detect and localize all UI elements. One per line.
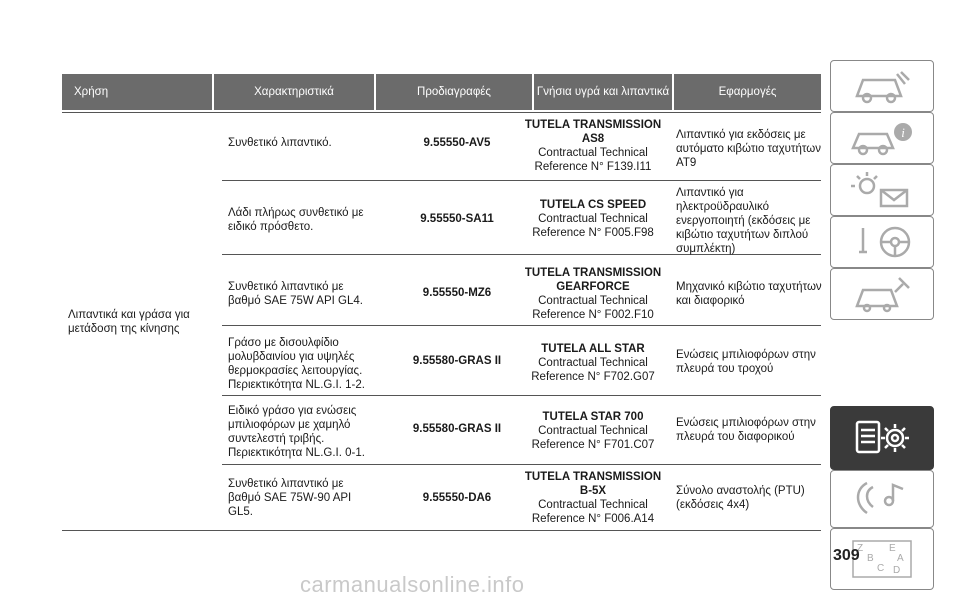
characteristic-cell: Συνθετικό λιπαντικό. — [228, 137, 332, 149]
characteristic-cell: Λάδι πλήρως συνθετικό με ειδικό πρόσθετο. — [228, 207, 364, 233]
tab-warning-lights[interactable] — [830, 164, 934, 216]
reference-line1: Contractual Technical — [538, 499, 648, 511]
header-applications: Εφαρμογές — [674, 74, 821, 110]
svg-text:Z: Z — [857, 543, 864, 554]
table-top-rule — [62, 112, 821, 113]
application-cell: Λιπαντικό για εκδόσεις με αυτόματο κιβώτιο ταχυτήτων AT9 — [676, 129, 821, 169]
warning-lights-icon — [847, 170, 917, 210]
application-cell: Σύνολο αναστολής (PTU) (εκδόσεις 4x4) — [676, 485, 805, 511]
product-name: TUTELA TRANSMISSION B-5X — [524, 471, 662, 497]
watermark-footer: carmanualsonline.info — [300, 572, 525, 597]
svg-text:E: E — [889, 543, 896, 554]
reference-line2: Reference N° F701.C07 — [531, 439, 655, 451]
reference-cell — [518, 198, 668, 240]
header-usage: Χρήση — [62, 74, 214, 110]
tab-car-info[interactable] — [830, 112, 934, 164]
svg-text:A: A — [897, 553, 904, 564]
usage-cell: Λιπαντικά και γράσα για μετάδοση της κίνησης — [68, 309, 190, 335]
characteristic-cell: Συνθετικό λιπαντικό με βαθμό SAE 75W-90 API GL5. — [228, 478, 352, 518]
application-cell: Μηχανικό κιβώτιο ταχυτήτων και διαφορικό — [676, 281, 822, 307]
tab-multimedia[interactable] — [830, 470, 934, 528]
car-tools-icon — [847, 274, 917, 314]
reference-line1: Contractual Technical — [538, 295, 648, 307]
reference-cell — [518, 410, 668, 452]
application-cell: Ενώσεις μπιλιοφόρων στην πλευρά του διαφορικού — [676, 417, 816, 443]
spec-cell: 9.55550-MZ6 — [422, 287, 492, 299]
steering-safety-icon — [847, 222, 917, 262]
tab-steering-safety[interactable] — [830, 216, 934, 268]
spec-cell: 9.55550-AV5 — [423, 137, 491, 149]
characteristic-cell: Ειδικό γράσο για ενώσεις μπιλιοφόρων με χαμηλό συντελεστή τριβής. Περιεκτικότητα NL.G.I. 0-1. — [228, 405, 365, 459]
reference-line2: Reference N° F006.A14 — [531, 513, 655, 525]
spec-cell: 9.55550-SA11 — [420, 213, 494, 225]
row-divider — [222, 180, 821, 181]
tab-specifications[interactable] — [830, 406, 934, 470]
page-number: 309 — [833, 547, 860, 564]
reference-line2: Reference N° F702.G07 — [531, 371, 655, 383]
specs-gear-icon — [847, 418, 917, 458]
svg-text:i: i — [901, 125, 905, 140]
reference-cell — [518, 342, 668, 384]
reference-line1: Contractual Technical — [538, 213, 648, 225]
reference-line1: Contractual Technical — [538, 357, 648, 369]
header-genuine-fluids: Γνήσια υγρά και λιπαντικά — [534, 74, 674, 110]
reference-cell — [518, 470, 668, 526]
table-header — [62, 74, 821, 110]
characteristic-cell: Συνθετικό λιπαντικό με βαθμό SAE 75W API GL4. — [228, 281, 363, 307]
tab-car-tools[interactable] — [830, 268, 934, 320]
spec-cell: 9.55580-GRAS II — [412, 355, 502, 367]
multimedia-icon — [847, 479, 917, 519]
reference-line1: Contractual Technical — [538, 147, 648, 159]
spec-cell: 9.55550-DA6 — [422, 492, 492, 504]
row-divider — [222, 325, 821, 326]
product-name: TUTELA STAR 700 — [542, 411, 644, 423]
reference-cell — [518, 118, 668, 174]
reference-cell — [518, 266, 668, 322]
header-specifications: Προδιαγραφές — [376, 74, 534, 110]
tab-dashboard[interactable] — [830, 60, 934, 112]
product-name: TUTELA CS SPEED — [539, 199, 647, 211]
svg-text:B: B — [867, 553, 874, 564]
table-bottom-rule — [62, 530, 821, 531]
product-name: TUTELA TRANSMISSION AS8 — [524, 119, 662, 145]
spec-cell: 9.55580-GRAS II — [412, 423, 502, 435]
product-name: TUTELA TRANSMISSION GEARFORCE — [524, 267, 662, 293]
svg-text:D: D — [893, 565, 901, 576]
header-characteristics: Χαρακτηριστικά — [214, 74, 376, 110]
reference-line1: Contractual Technical — [538, 425, 648, 437]
reference-line2: Reference N° F139.I11 — [534, 161, 652, 173]
row-divider — [222, 464, 821, 465]
car-info-icon — [847, 118, 917, 158]
row-divider — [222, 395, 821, 396]
application-cell: Ενώσεις μπιλιοφόρων στην πλευρά του τροχού — [676, 349, 816, 375]
product-name: TUTELA ALL STAR — [541, 343, 645, 355]
characteristic-cell: Γράσο με δισουλφίδιο μολυβδαινίου για υψηλές θερμοκρασίες λειτουργίας. Περιεκτικότητα NL.G.I. 1-2. — [228, 337, 365, 391]
svg-text:C: C — [877, 563, 885, 574]
application-cell: Λιπαντικό για ηλεκτροϋδραυλικό ενεργοποιητή (εκδόσεις με κιβώτιο ταχυτήτων διπλού συμπλέκτη) — [676, 187, 811, 255]
reference-line2: Reference N° F002.F10 — [532, 309, 654, 321]
car-dashboard-icon — [847, 66, 917, 106]
reference-line2: Reference N° F005.F98 — [532, 227, 654, 239]
